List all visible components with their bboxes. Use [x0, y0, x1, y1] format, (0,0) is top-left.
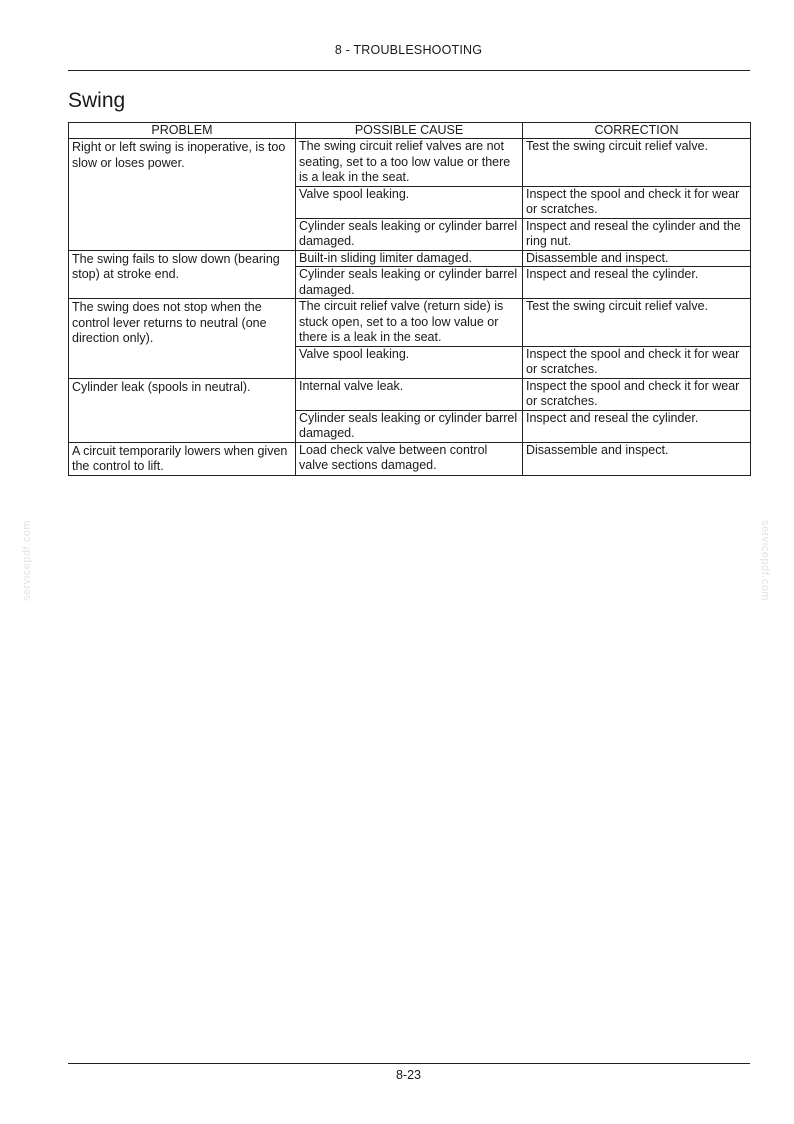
- column-header-correction: CORRECTION: [523, 123, 751, 139]
- column-header-possible-cause: POSSIBLE CAUSE: [296, 123, 523, 139]
- problem-cell: A circuit temporarily lowers when given the control to lift.: [69, 442, 296, 475]
- table-row: [69, 378, 751, 410]
- table-row: [69, 250, 751, 267]
- cause-cell: Cylinder seals leaking or cylinder barrel damaged.: [296, 267, 523, 299]
- correction-cell: Disassemble and inspect.: [523, 442, 751, 475]
- correction-cell: Inspect and reseal the cylinder and the ring nut.: [523, 218, 751, 250]
- cause-cell: Built-in sliding limiter damaged.: [296, 250, 523, 267]
- correction-cell: Inspect and reseal the cylinder.: [523, 410, 751, 442]
- cause-cell: The swing circuit relief valves are not seating, set to a too low value or there is a leak in the seat.: [296, 139, 523, 187]
- watermark-right: servicepdf.com: [759, 520, 771, 601]
- correction-cell: Inspect and reseal the cylinder.: [523, 267, 751, 299]
- cause-cell: The circuit relief valve (return side) is stuck open, set to a too low value or there is a leak in the seat.: [296, 299, 523, 347]
- table-row: [69, 299, 751, 347]
- cause-cell: Valve spool leaking.: [296, 346, 523, 378]
- cause-cell: Valve spool leaking.: [296, 186, 523, 218]
- table-row: [69, 139, 751, 187]
- section-title: Swing: [68, 89, 126, 112]
- table-row: [69, 442, 751, 475]
- troubleshooting-table: [68, 122, 751, 476]
- cause-cell: Internal valve leak.: [296, 378, 523, 410]
- column-header-problem: PROBLEM: [69, 123, 296, 139]
- watermark-left: servicepdf.com: [21, 520, 33, 601]
- table-header-row: [69, 123, 751, 139]
- correction-cell: Inspect the spool and check it for wear or scratches.: [523, 346, 751, 378]
- correction-cell: Test the swing circuit relief valve.: [523, 299, 751, 347]
- correction-cell: Disassemble and inspect.: [523, 250, 751, 267]
- problem-cell: The swing fails to slow down (bearing stop) at stroke end.: [69, 250, 296, 299]
- running-header: 8 - TROUBLESHOOTING: [334, 43, 483, 57]
- footer-divider: [68, 1063, 750, 1064]
- problem-cell: The swing does not stop when the control lever returns to neutral (one direction only).: [69, 299, 296, 379]
- correction-cell: Inspect the spool and check it for wear or scratches.: [523, 186, 751, 218]
- problem-cell: Right or left swing is inoperative, is too slow or loses power.: [69, 139, 296, 251]
- correction-cell: Inspect the spool and check it for wear or scratches.: [523, 378, 751, 410]
- correction-cell: Test the swing circuit relief valve.: [523, 139, 751, 187]
- cause-cell: Load check valve between control valve sections damaged.: [296, 442, 523, 475]
- problem-cell: Cylinder leak (spools in neutral).: [69, 378, 296, 442]
- header-divider: [68, 70, 750, 71]
- cause-cell: Cylinder seals leaking or cylinder barrel damaged.: [296, 410, 523, 442]
- cause-cell: Cylinder seals leaking or cylinder barrel damaged.: [296, 218, 523, 250]
- page-number: 8-23: [395, 1068, 422, 1082]
